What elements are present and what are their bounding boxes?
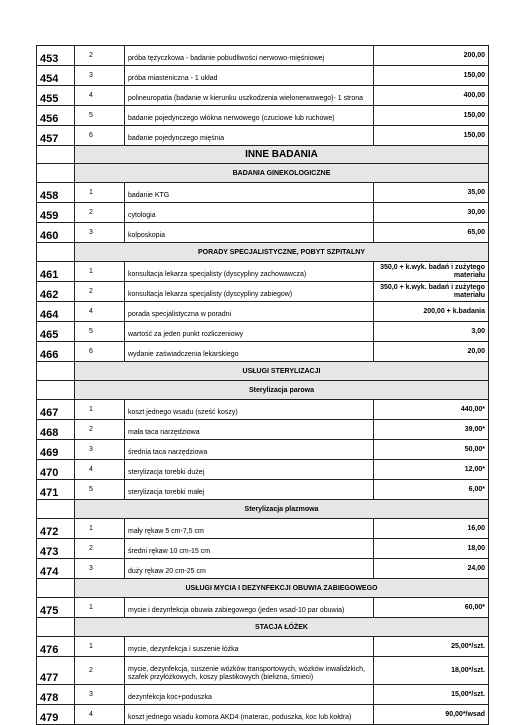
service-description: sterylizacja torebki dużej: [125, 460, 374, 480]
section-lead-cell: [37, 164, 75, 183]
section-header-row: [37, 579, 489, 598]
service-description: próba miasteniczna - 1 układ: [125, 66, 374, 86]
service-id: 479: [37, 705, 75, 725]
service-price: 50,00*: [374, 440, 489, 460]
service-id: 455: [37, 86, 75, 106]
section-lead-cell: [37, 146, 75, 164]
service-id: 470: [37, 460, 75, 480]
table-row: [37, 480, 489, 500]
service-id: 473: [37, 539, 75, 559]
table-row: [37, 223, 489, 243]
table-row: [37, 322, 489, 342]
section-lead-cell: [37, 243, 75, 262]
service-price: 30,00: [374, 203, 489, 223]
service-price: 25,00*/szt.: [374, 637, 489, 657]
service-id: 466: [37, 342, 75, 362]
table-row: [37, 460, 489, 480]
table-row: [37, 86, 489, 106]
section-title: BADANIA GINEKOLOGICZNE: [75, 164, 489, 183]
service-description: badanie KTG: [125, 183, 374, 203]
item-number: 4: [75, 705, 125, 725]
service-id: 458: [37, 183, 75, 203]
item-number: 3: [75, 223, 125, 243]
service-id: 465: [37, 322, 75, 342]
service-id: 475: [37, 598, 75, 618]
service-description: dezynfekcja koc+poduszka: [125, 685, 374, 705]
service-description: badanie pojedynczego mięśnia: [125, 126, 374, 146]
item-number: 4: [75, 460, 125, 480]
service-price: 65,00: [374, 223, 489, 243]
section-title: USŁUGI STERYLIZACJI: [75, 362, 489, 381]
item-number: 1: [75, 519, 125, 539]
table-row: [37, 539, 489, 559]
service-price: 350,0 + k.wyk. badań i zużytego materiału: [374, 282, 489, 302]
service-description: koszt jednego wsadu (sześć koszy): [125, 400, 374, 420]
item-number: 5: [75, 480, 125, 500]
service-id: 471: [37, 480, 75, 500]
service-price: 200,00: [374, 46, 489, 66]
service-price: 60,00*: [374, 598, 489, 618]
item-number: 3: [75, 66, 125, 86]
table-row: [37, 262, 489, 282]
service-price: 18,00*/szt.: [374, 657, 489, 685]
service-price: 200,00 + k.badania: [374, 302, 489, 322]
section-header-row: [37, 381, 489, 400]
section-title: INNE BADANIA: [75, 146, 489, 164]
section-title: Sterylizacja plazmowa: [75, 500, 489, 519]
service-price: 6,00*: [374, 480, 489, 500]
service-id: 461: [37, 262, 75, 282]
item-number: 1: [75, 598, 125, 618]
section-lead-cell: [37, 579, 75, 598]
service-id: 467: [37, 400, 75, 420]
table-row: [37, 302, 489, 322]
service-price: 12,00*: [374, 460, 489, 480]
service-price: 150,00: [374, 66, 489, 86]
table-row: [37, 657, 489, 685]
service-description: wartość za jeden punkt rozliczeniowy: [125, 322, 374, 342]
service-price: 18,00: [374, 539, 489, 559]
service-price: 400,00: [374, 86, 489, 106]
service-id: 476: [37, 637, 75, 657]
section-lead-cell: [37, 381, 75, 400]
table-row: [37, 440, 489, 460]
item-number: 2: [75, 203, 125, 223]
section-title: USŁUGI MYCIA I DEZYNFEKCJI OBUWIA ZABIEGOWEGO: [75, 579, 489, 598]
item-number: 6: [75, 342, 125, 362]
service-description: mycie, dezynfekcja i suszenie łóżka: [125, 637, 374, 657]
service-description: polineuropatia (badanie w kierunku uszkodzenia wielonerwowego)- 1 strona: [125, 86, 374, 106]
section-header-row: [37, 164, 489, 183]
item-number: 3: [75, 440, 125, 460]
service-price: 3,00: [374, 322, 489, 342]
service-id: 460: [37, 223, 75, 243]
service-description: duży rękaw 20 cm-25 cm: [125, 559, 374, 579]
service-price: 35,00: [374, 183, 489, 203]
price-list-table: [36, 45, 489, 725]
table-row: [37, 282, 489, 302]
section-header-row: [37, 146, 489, 164]
service-id: 457: [37, 126, 75, 146]
section-lead-cell: [37, 500, 75, 519]
table-row: [37, 637, 489, 657]
service-description: mycie i dezynfekcja obuwia zabiegowego (jeden wsad-10 par obuwia): [125, 598, 374, 618]
table-row: [37, 203, 489, 223]
table-row: [37, 66, 489, 86]
table-row: [37, 46, 489, 66]
service-price: 90,00*/wsad: [374, 705, 489, 725]
service-description: koszt jednego wsadu komora AKD4 (materac, poduszka, koc lub kołdra): [125, 705, 374, 725]
item-number: 3: [75, 559, 125, 579]
item-number: 2: [75, 657, 125, 685]
section-header-row: [37, 362, 489, 381]
table-row: [37, 400, 489, 420]
section-lead-cell: [37, 362, 75, 381]
service-description: średnia taca narzędziowa: [125, 440, 374, 460]
table-row: [37, 705, 489, 725]
service-id: 456: [37, 106, 75, 126]
service-description: średni rękaw 10 cm-15 cm: [125, 539, 374, 559]
item-number: 5: [75, 106, 125, 126]
service-description: mały rękaw 5 cm-7,5 cm: [125, 519, 374, 539]
item-number: 4: [75, 302, 125, 322]
service-description: kolposkopia: [125, 223, 374, 243]
service-price: 150,00: [374, 106, 489, 126]
service-description: wydanie zaświadczenia lekarskiego: [125, 342, 374, 362]
item-number: 1: [75, 637, 125, 657]
table-row: [37, 598, 489, 618]
item-number: 5: [75, 322, 125, 342]
service-description: sterylizacja torebki małej: [125, 480, 374, 500]
service-id: 464: [37, 302, 75, 322]
table-row: [37, 559, 489, 579]
item-number: 2: [75, 46, 125, 66]
item-number: 2: [75, 420, 125, 440]
service-price: 15,00*/szt.: [374, 685, 489, 705]
service-id: 469: [37, 440, 75, 460]
section-title: Sterylizacja parowa: [75, 381, 489, 400]
section-title: PORADY SPECJALISTYCZNE, POBYT SZPITALNY: [75, 243, 489, 262]
service-price: 20,00: [374, 342, 489, 362]
table-row: [37, 183, 489, 203]
service-price: 16,00: [374, 519, 489, 539]
item-number: 2: [75, 539, 125, 559]
service-id: 453: [37, 46, 75, 66]
service-id: 472: [37, 519, 75, 539]
section-header-row: [37, 243, 489, 262]
service-description: próba tężyczkowa - badanie pobudliwości nerwowo-mięśniowej: [125, 46, 374, 66]
item-number: 4: [75, 86, 125, 106]
service-price: 440,00*: [374, 400, 489, 420]
section-header-row: [37, 500, 489, 519]
service-id: 477: [37, 657, 75, 685]
table-row: [37, 126, 489, 146]
table-row: [37, 342, 489, 362]
item-number: 3: [75, 685, 125, 705]
service-description: badanie pojedynczego włókna nerwowego (czuciowe lub ruchowe): [125, 106, 374, 126]
table-row: [37, 106, 489, 126]
section-header-row: [37, 618, 489, 637]
section-lead-cell: [37, 618, 75, 637]
service-price: 24,00: [374, 559, 489, 579]
item-number: 6: [75, 126, 125, 146]
service-price: 350,0 + k.wyk. badań i zużytego materiału: [374, 262, 489, 282]
item-number: 2: [75, 282, 125, 302]
service-id: 462: [37, 282, 75, 302]
service-id: 478: [37, 685, 75, 705]
item-number: 1: [75, 262, 125, 282]
service-price: 39,00*: [374, 420, 489, 440]
price-list-body: [37, 46, 489, 725]
service-id: 468: [37, 420, 75, 440]
service-price: 150,00: [374, 126, 489, 146]
service-description: mycie, dezynfekcja, suszenie wózków transportowych, wózków inwalidzkich, szafek przyłóżkowych, koszy plastikowych (bielizna, śmieci): [125, 657, 374, 685]
service-description: porada specjalistyczna w poradni: [125, 302, 374, 322]
service-description: konsultacja lekarza specjalisty (dyscypliny zachowawcza): [125, 262, 374, 282]
service-description: cytologia: [125, 203, 374, 223]
table-row: [37, 519, 489, 539]
service-id: 474: [37, 559, 75, 579]
table-row: [37, 685, 489, 705]
section-title: STACJA ŁÓŻEK: [75, 618, 489, 637]
item-number: 1: [75, 183, 125, 203]
service-id: 454: [37, 66, 75, 86]
service-description: mała taca narzędziowa: [125, 420, 374, 440]
item-number: 1: [75, 400, 125, 420]
service-id: 459: [37, 203, 75, 223]
service-description: konsultacja lekarza specjalisty (dyscypliny zabiegow): [125, 282, 374, 302]
table-row: [37, 420, 489, 440]
